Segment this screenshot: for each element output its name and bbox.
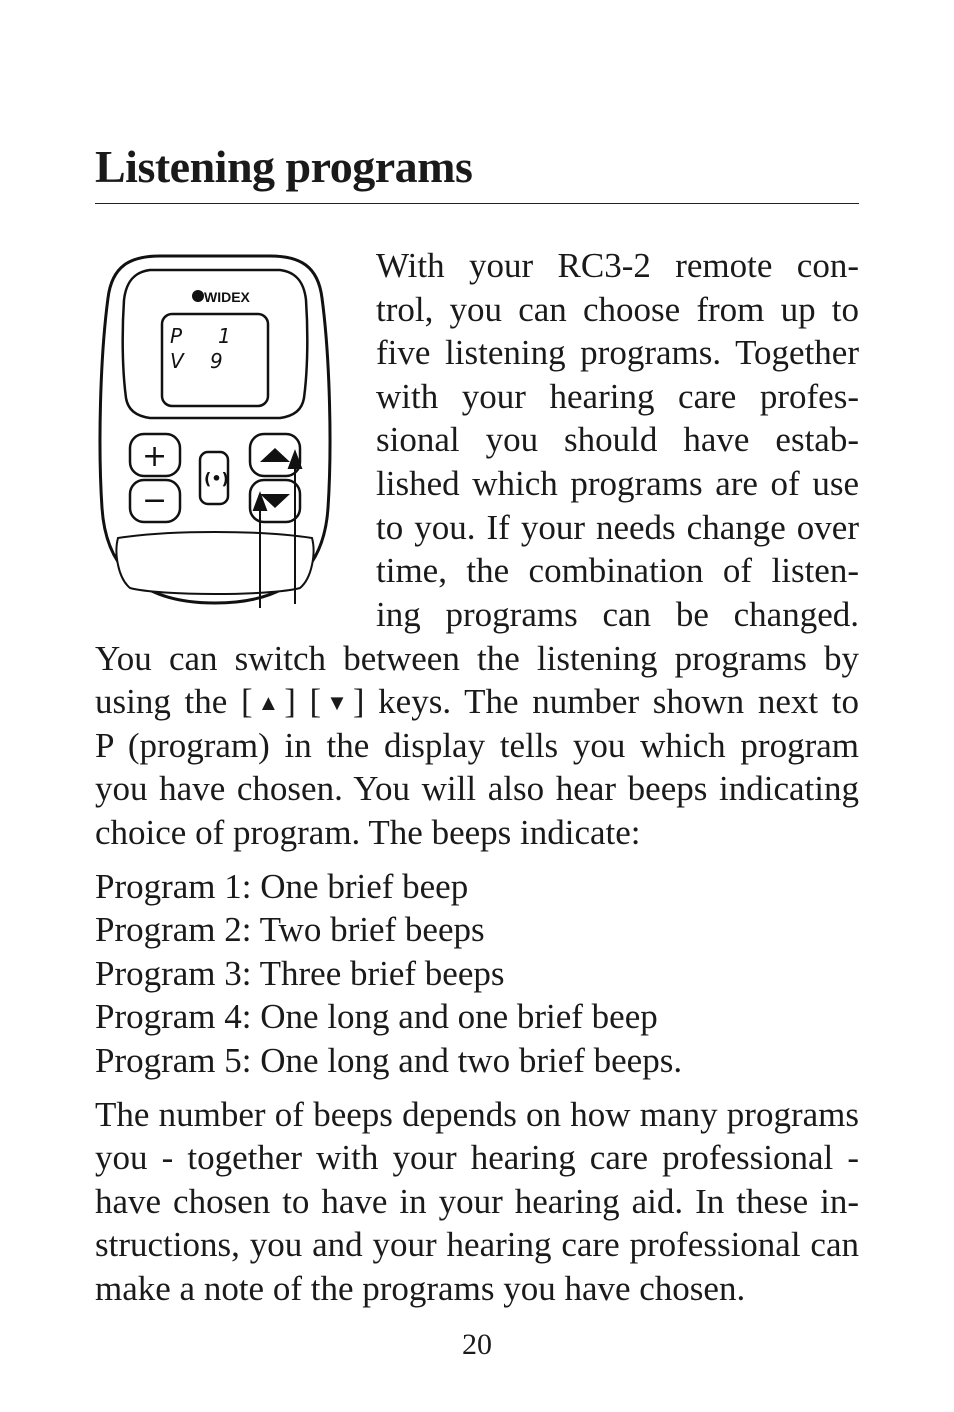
program-item: Program 5: One long and two brief beeps. [95, 1041, 683, 1080]
body-text: ] [ [284, 682, 322, 721]
page-title: Listening programs [95, 141, 473, 192]
program-item: Program 3: Three brief beeps [95, 954, 505, 993]
program-item: Program 2: Two brief beeps [95, 910, 485, 949]
body-line: You can switch between the listening programs by [95, 639, 859, 678]
down-key-symbol-icon: ▼ [321, 690, 353, 715]
intro-line: With your RC3-2 remote con- [376, 246, 859, 285]
body-line-keys [95, 680, 859, 725]
up-key-symbol-icon: ▲ [252, 690, 285, 715]
program-item: Program 4: One long and one brief beep [95, 997, 658, 1036]
plus-key-label: + [142, 439, 168, 474]
page-number: 20 [462, 1328, 492, 1361]
remote-control-illustration [90, 248, 340, 618]
intro-line: trol, you can choose from up to [376, 290, 859, 329]
body-text: ] keys. The number shown next to [352, 682, 860, 721]
display-volume-label: V [170, 349, 184, 373]
body-line: you have chosen. You will also hear beeps indicating [95, 769, 859, 808]
closing-line: structions, you and your hearing care professional can [95, 1225, 859, 1264]
body-line: P (program) in the display tells you which program [95, 726, 859, 765]
title-rule [95, 203, 859, 204]
closing-line: make a note of the programs you have chosen. [95, 1269, 746, 1308]
display-volume-value: 9 [210, 349, 223, 373]
intro-line: sional you should have estab- [376, 420, 859, 459]
intro-line: to you. If your needs change over [376, 508, 859, 547]
intro-line: time, the combination of listen- [376, 551, 859, 590]
minus-key-label: − [142, 483, 168, 518]
display-program-value: 1 [218, 324, 231, 348]
intro-line: five listening programs. Together [376, 333, 859, 372]
program-item: Program 1: One brief beep [95, 867, 469, 906]
closing-line: The number of beeps depends on how many programs [95, 1095, 859, 1134]
closing-line: have chosen to have in your hearing aid. In these in- [95, 1182, 859, 1221]
display-program-label: P [170, 324, 183, 348]
body-text: using the [ [95, 682, 253, 721]
brand-logo-text: WIDEX [204, 289, 250, 305]
center-key-label: (•) [204, 469, 229, 488]
intro-line: ing programs can be changed. [376, 595, 859, 634]
intro-line: with your hearing care profes- [376, 377, 859, 416]
closing-line: you - together with your hearing care professional - [95, 1138, 859, 1177]
body-line: choice of program. The beeps indicate: [95, 813, 641, 852]
intro-line: lished which programs are of use [376, 464, 859, 503]
